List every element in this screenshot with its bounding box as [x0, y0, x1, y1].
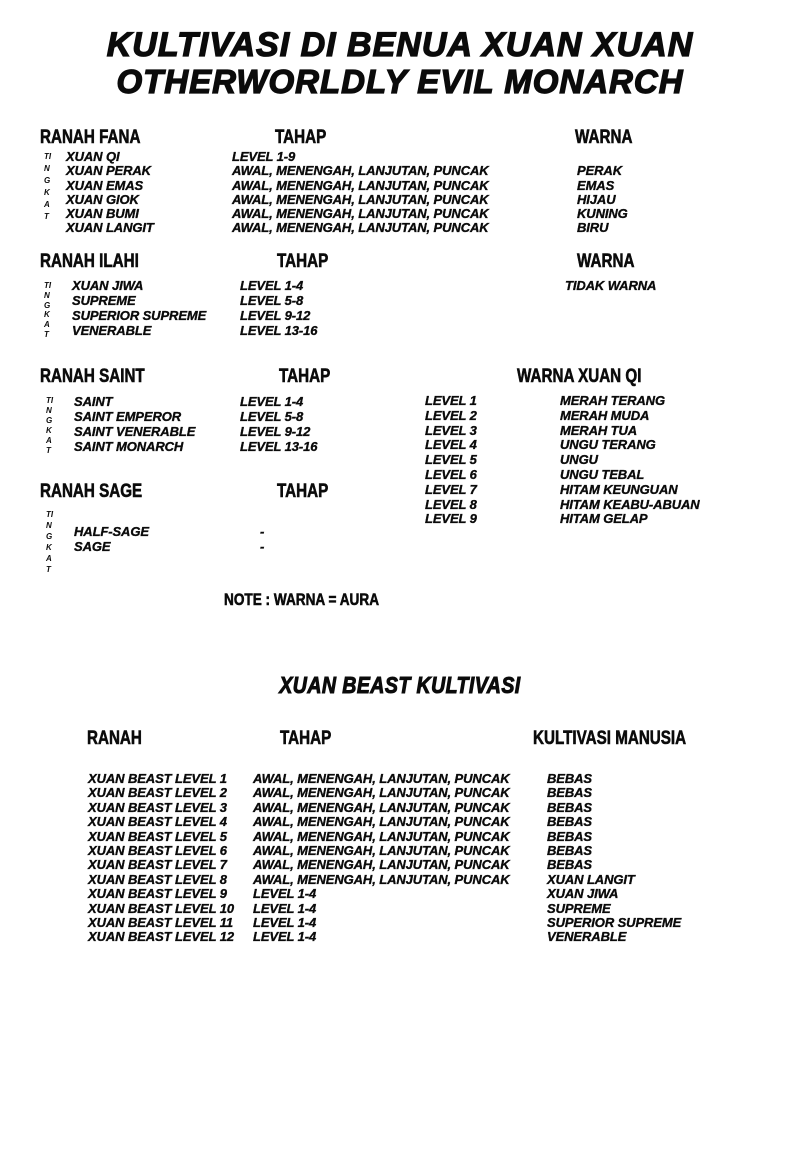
- table-row: [0, 408, 800, 423]
- level-label: LEVEL 9: [425, 511, 477, 527]
- table-row: [0, 843, 800, 857]
- sage-column-header-tahap: TAHAP: [277, 481, 329, 502]
- level-label: LEVEL 8: [425, 496, 477, 512]
- table-row: [0, 393, 800, 408]
- section-warna-xuan-qi-title: WARNA XUAN QI: [517, 366, 642, 387]
- stage-value: LEVEL 1-4: [253, 914, 317, 930]
- table-row: [0, 814, 800, 828]
- human-cultivation-value: BEBAS: [547, 771, 593, 786]
- stage-value: LEVEL 13-16: [240, 438, 318, 454]
- table-row: [0, 220, 800, 234]
- stage-value: LEVEL 1-4: [253, 886, 317, 902]
- section-saint-title: RANAH SAINT: [40, 366, 145, 387]
- level-label: LEVEL 3: [425, 422, 477, 438]
- ilahi-column-header-warna: WARNA: [577, 251, 635, 272]
- tingkat-vertical-label: TINGKAT: [44, 281, 52, 339]
- stage-value: LEVEL 1-4: [253, 900, 317, 916]
- human-cultivation-value: VENERABLE: [547, 929, 627, 945]
- human-cultivation-value: XUAN JIWA: [547, 886, 619, 902]
- level-label: LEVEL 1: [425, 393, 477, 408]
- realm-name: XUAN BEAST LEVEL 5: [88, 828, 227, 844]
- stage-value: -: [260, 524, 265, 539]
- table-row: [0, 857, 800, 871]
- realm-name: VENERABLE: [72, 322, 152, 338]
- realm-name: XUAN BEAST LEVEL 4: [88, 814, 227, 830]
- color-value: MERAH TERANG: [560, 393, 665, 408]
- human-cultivation-value: BEBAS: [547, 857, 593, 873]
- realm-name: SAINT VENERABLE: [74, 423, 196, 439]
- color-value: BIRU: [577, 220, 609, 236]
- table-row: [0, 192, 800, 206]
- realm-name: XUAN BUMI: [66, 206, 139, 222]
- color-value: MERAH TUA: [560, 422, 638, 438]
- human-cultivation-value: SUPERIOR SUPREME: [547, 914, 682, 930]
- section-fana-title: RANAH FANA: [40, 127, 141, 148]
- realm-name: XUAN QI: [66, 149, 120, 164]
- realm-name: XUAN BEAST LEVEL 3: [88, 799, 227, 815]
- human-cultivation-value: BEBAS: [547, 828, 593, 844]
- saint-column-header-tahap: TAHAP: [279, 366, 331, 387]
- stage-value: -: [260, 539, 265, 554]
- realm-name: XUAN BEAST LEVEL 8: [88, 871, 227, 887]
- human-cultivation-value: SUPREME: [547, 900, 611, 916]
- realm-name: XUAN BEAST LEVEL 9: [88, 886, 227, 902]
- table-row: [0, 278, 800, 293]
- beast-column-header-kultivasi-manusia: KULTIVASI MANUSIA: [533, 728, 687, 749]
- realm-name: SAINT MONARCH: [74, 438, 184, 454]
- stage-value: LEVEL 1-9: [232, 149, 296, 164]
- stage-value: LEVEL 1-4: [240, 278, 304, 293]
- table-row: [0, 829, 800, 843]
- stage-value: AWAL, MENENGAH, LANJUTAN, PUNCAK: [253, 771, 510, 786]
- stage-value: AWAL, MENENGAH, LANJUTAN, PUNCAK: [232, 177, 489, 193]
- stage-value: LEVEL 5-8: [240, 292, 304, 308]
- table-row: [0, 323, 800, 338]
- realm-name: XUAN BEAST LEVEL 11: [88, 914, 233, 930]
- table-row: [0, 785, 800, 799]
- stage-value: AWAL, MENENGAH, LANJUTAN, PUNCAK: [232, 191, 489, 207]
- section-sage-title: RANAH SAGE: [40, 481, 143, 502]
- human-cultivation-value: BEBAS: [547, 814, 593, 830]
- table-row: [0, 452, 800, 467]
- table-row: [0, 206, 800, 220]
- stage-value: AWAL, MENENGAH, LANJUTAN, PUNCAK: [253, 799, 510, 815]
- table-row: [0, 423, 800, 438]
- note-text: NOTE : WARNA = AURA: [224, 590, 380, 609]
- stage-value: LEVEL 9-12: [240, 307, 311, 323]
- human-cultivation-value: XUAN LANGIT: [547, 871, 635, 887]
- realm-name: XUAN BEAST LEVEL 12: [88, 929, 234, 945]
- table-row: [0, 308, 800, 323]
- table-row: [0, 524, 800, 539]
- level-label: LEVEL 5: [425, 452, 477, 468]
- realm-name: HALF-SAGE: [74, 524, 149, 539]
- human-cultivation-value: BEBAS: [547, 842, 593, 858]
- table-row: [0, 437, 800, 452]
- realm-name: XUAN PERAK: [66, 163, 151, 179]
- table-row: [0, 872, 800, 886]
- realm-name: XUAN JIWA: [72, 278, 144, 293]
- color-value: MERAH MUDA: [560, 407, 650, 423]
- warna-xuan-qi-table: [0, 393, 800, 526]
- sage-table: [0, 524, 800, 554]
- stage-value: LEVEL 5-8: [240, 408, 304, 424]
- section-ilahi-title: RANAH ILAHI: [40, 251, 139, 272]
- stage-value: AWAL, MENENGAH, LANJUTAN, PUNCAK: [253, 814, 510, 830]
- stage-value: AWAL, MENENGAH, LANJUTAN, PUNCAK: [253, 857, 510, 873]
- color-value: PERAK: [577, 163, 623, 179]
- color-value: UNGU TEBAL: [560, 466, 645, 482]
- color-value: UNGU: [560, 452, 598, 468]
- beast-column-header-tahap: TAHAP: [280, 728, 332, 749]
- fana-column-header-warna: WARNA: [575, 127, 633, 148]
- realm-name: XUAN BEAST LEVEL 2: [88, 785, 227, 801]
- color-value: HITAM GELAP: [560, 511, 648, 527]
- color-value: HITAM KEABU-ABUAN: [560, 496, 700, 512]
- fana-table: [0, 149, 800, 235]
- table-row: [0, 163, 800, 177]
- stage-value: AWAL, MENENGAH, LANJUTAN, PUNCAK: [253, 785, 510, 801]
- table-row: [0, 771, 800, 785]
- color-value: HIJAU: [577, 191, 616, 207]
- page-title-line2: OTHERWORLDLY EVIL MONARCH: [116, 63, 684, 100]
- table-row: [0, 293, 800, 308]
- tingkat-vertical-label: TINGKAT: [46, 510, 54, 574]
- color-value: HITAM KEUNGUAN: [560, 481, 678, 497]
- realm-name: SUPERIOR SUPREME: [72, 307, 207, 323]
- table-row: [0, 886, 800, 900]
- realm-name: XUAN BEAST LEVEL 7: [88, 857, 227, 873]
- realm-name: XUAN BEAST LEVEL 10: [88, 900, 234, 916]
- ilahi-table: [0, 278, 800, 338]
- table-row: [0, 539, 800, 554]
- table-row: [0, 149, 800, 163]
- level-label: LEVEL 6: [425, 466, 477, 482]
- stage-value: AWAL, MENENGAH, LANJUTAN, PUNCAK: [232, 163, 489, 179]
- beast-table: [0, 771, 800, 944]
- stage-value: LEVEL 1-4: [253, 929, 317, 945]
- stage-value: LEVEL 1-4: [240, 394, 304, 409]
- beast-section-title: XUAN BEAST KULTIVASI: [279, 672, 521, 698]
- tingkat-vertical-label: TINGKAT: [46, 396, 54, 455]
- table-row: [0, 901, 800, 915]
- human-cultivation-value: BEBAS: [547, 799, 593, 815]
- table-row: [0, 800, 800, 814]
- color-value: EMAS: [577, 177, 615, 193]
- tingkat-vertical-label: TINGKAT: [44, 152, 52, 221]
- level-label: LEVEL 2: [425, 407, 477, 423]
- page-title-line1: KULTIVASI DI BENUA XUAN XUAN: [106, 26, 694, 64]
- table-row: [0, 929, 800, 943]
- stage-value: AWAL, MENENGAH, LANJUTAN, PUNCAK: [253, 828, 510, 844]
- realm-name: XUAN BEAST LEVEL 1: [88, 771, 227, 786]
- color-value: KUNING: [577, 206, 628, 222]
- level-label: LEVEL 4: [425, 437, 477, 453]
- beast-column-header-ranah: RANAH: [87, 728, 142, 749]
- stage-value: AWAL, MENENGAH, LANJUTAN, PUNCAK: [232, 220, 489, 236]
- realm-name: SUPREME: [72, 292, 136, 308]
- ilahi-column-header-tahap: TAHAP: [277, 251, 329, 272]
- color-value: TIDAK WARNA: [565, 278, 657, 293]
- table-row: [0, 467, 800, 482]
- stage-value: AWAL, MENENGAH, LANJUTAN, PUNCAK: [253, 871, 510, 887]
- realm-name: XUAN LANGIT: [66, 220, 154, 236]
- table-row: [0, 178, 800, 192]
- fana-column-header-tahap: TAHAP: [275, 127, 327, 148]
- human-cultivation-value: BEBAS: [547, 785, 593, 801]
- table-row: [0, 915, 800, 929]
- realm-name: XUAN BEAST LEVEL 6: [88, 842, 227, 858]
- level-label: LEVEL 7: [425, 481, 477, 497]
- realm-name: SAINT: [74, 394, 113, 409]
- realm-name: SAINT EMPEROR: [74, 408, 182, 424]
- realm-name: SAGE: [74, 539, 111, 554]
- stage-value: LEVEL 9-12: [240, 423, 311, 439]
- realm-name: XUAN EMAS: [66, 177, 144, 193]
- stage-value: AWAL, MENENGAH, LANJUTAN, PUNCAK: [253, 842, 510, 858]
- color-value: UNGU TERANG: [560, 437, 656, 453]
- stage-value: AWAL, MENENGAH, LANJUTAN, PUNCAK: [232, 206, 489, 222]
- stage-value: LEVEL 13-16: [240, 322, 318, 338]
- realm-name: XUAN GIOK: [66, 191, 139, 207]
